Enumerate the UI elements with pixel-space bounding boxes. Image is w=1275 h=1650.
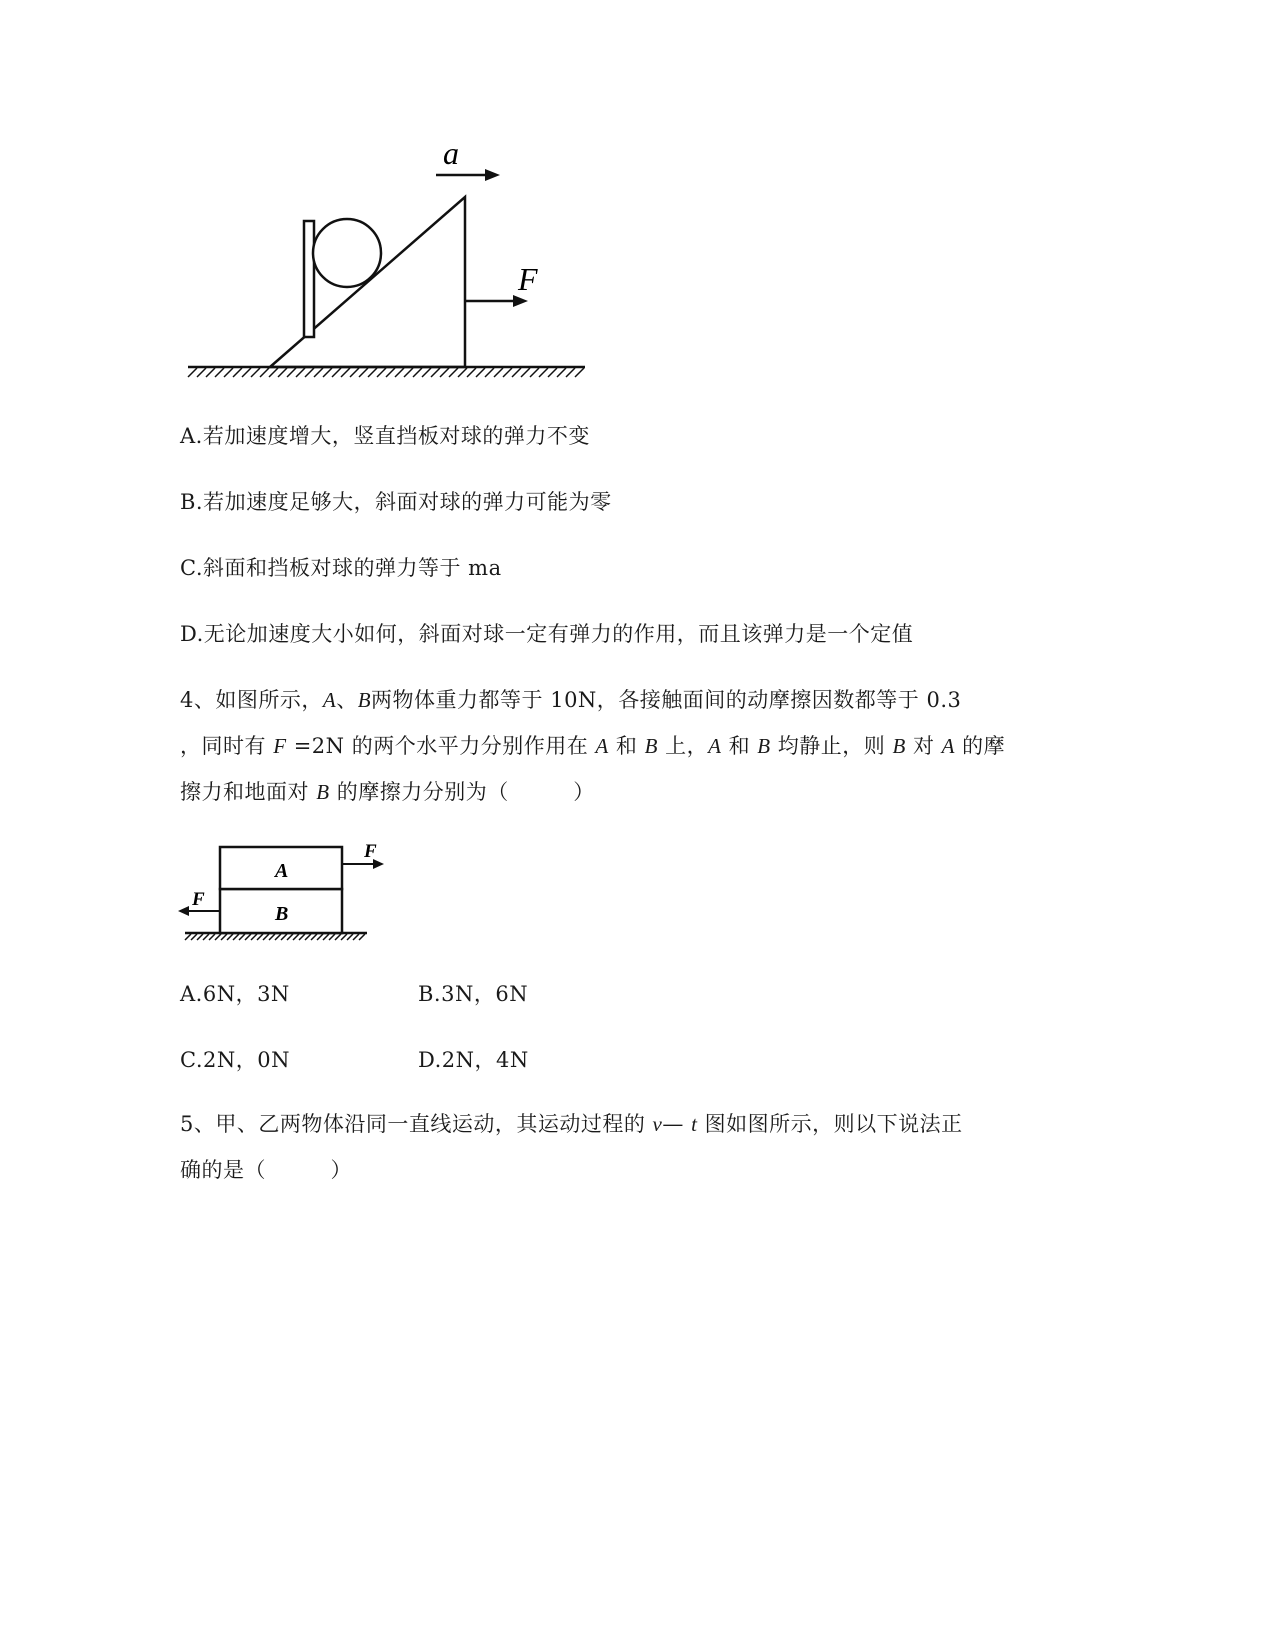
- hatch-mark: [299, 934, 305, 940]
- hatch-mark: [413, 368, 422, 377]
- force-label-right: F: [364, 841, 377, 862]
- hatch-mark: [386, 368, 395, 377]
- hatch-mark: [548, 368, 557, 377]
- block-a-label: A: [275, 860, 289, 882]
- force-arrowhead-left: [178, 906, 189, 916]
- hatch-mark: [305, 934, 311, 940]
- hatch-mark: [341, 368, 350, 377]
- hatch-mark: [359, 368, 368, 377]
- hatch-mark: [476, 368, 485, 377]
- q4-stem-line-3: 擦力和地面对 B 的摩擦力分别为（ ）: [180, 780, 595, 804]
- hatch-mark: [440, 368, 449, 377]
- q4-option-a: A.6N，3N: [180, 982, 290, 1006]
- hatch-mark: [251, 368, 260, 377]
- hatch-mark: [359, 934, 365, 940]
- hatch-mark: [215, 934, 221, 940]
- hatch-mark: [233, 368, 242, 377]
- hatch-mark: [185, 934, 191, 940]
- incline-wedge: [270, 197, 465, 367]
- hatch-mark: [233, 934, 239, 940]
- hatch-mark: [287, 934, 293, 940]
- hatch-mark: [368, 368, 377, 377]
- hatch-mark: [281, 934, 287, 940]
- hatch-mark: [191, 934, 197, 940]
- hatch-mark: [305, 368, 314, 377]
- hatch-mark: [539, 368, 548, 377]
- hatch-mark: [239, 934, 245, 940]
- hatch-mark: [458, 368, 467, 377]
- hatch-mark: [395, 368, 404, 377]
- hatch-mark: [251, 934, 257, 940]
- hatch-mark: [245, 934, 251, 940]
- q5-stem-line-1: 5、甲、乙两物体沿同一直线运动，其运动过程的 v— t 图如图所示，则以下说法正: [180, 1112, 963, 1136]
- hatch-mark: [422, 368, 431, 377]
- hatch-mark: [269, 934, 275, 940]
- hatch-mark: [332, 368, 341, 377]
- hatch-mark: [467, 368, 476, 377]
- hatch-mark: [341, 934, 347, 940]
- hatch-mark: [521, 368, 530, 377]
- hatch-mark: [188, 368, 197, 377]
- hatch-mark: [404, 368, 413, 377]
- hatch-mark: [575, 368, 584, 377]
- hatch-mark: [206, 368, 215, 377]
- q4-stem-line-2: ，同时有 F =2N 的两个水平力分别作用在 A 和 B 上，A 和 B 均静止，则 B 对 A 的摩: [180, 734, 1006, 758]
- hatch-mark: [377, 368, 386, 377]
- hatch-mark: [431, 368, 440, 377]
- acceleration-label: a: [443, 135, 459, 171]
- hatch-mark: [353, 934, 359, 940]
- hatch-mark: [350, 368, 359, 377]
- q5-stem-line-2: 确的是（ ）: [180, 1158, 352, 1182]
- hatch-mark: [263, 934, 269, 940]
- hatch-mark: [287, 368, 296, 377]
- hatch-mark: [197, 934, 203, 940]
- hatch-mark: [335, 934, 341, 940]
- q3-option-c: C.斜面和挡板对球的弹力等于 ma: [180, 556, 502, 580]
- hatch-mark: [329, 934, 335, 940]
- hatch-mark: [293, 934, 299, 940]
- q4-option-d: D.2N，4N: [418, 1048, 529, 1072]
- stacked-blocks-figure: [175, 835, 375, 950]
- hatch-mark: [314, 368, 323, 377]
- q3-option-a: A.若加速度增大，竖直挡板对球的弹力不变: [180, 424, 590, 448]
- q4-option-b: B.3N，6N: [418, 982, 529, 1006]
- hatch-mark: [449, 368, 458, 377]
- hatch-mark: [224, 368, 233, 377]
- hatch-mark: [269, 368, 278, 377]
- hatch-mark: [485, 368, 494, 377]
- ground-hatching: [185, 934, 365, 940]
- hatch-mark: [203, 934, 209, 940]
- hatch-mark: [221, 934, 227, 940]
- hatch-mark: [197, 368, 206, 377]
- hatch-mark: [227, 934, 233, 940]
- hatch-mark: [317, 934, 323, 940]
- q4-stem-line-1: 4、如图所示，A、B两物体重力都等于 10N，各接触面间的动摩擦因数都等于 0.3: [180, 688, 962, 712]
- q3-option-b: B.若加速度足够大，斜面对球的弹力可能为零: [180, 490, 612, 514]
- ball: [313, 219, 381, 287]
- hatch-mark: [260, 368, 269, 377]
- hatch-mark: [494, 368, 503, 377]
- hatch-mark: [557, 368, 566, 377]
- q4-option-c: C.2N，0N: [180, 1048, 290, 1072]
- hatch-mark: [209, 934, 215, 940]
- hatch-mark: [215, 368, 224, 377]
- hatch-mark: [278, 368, 287, 377]
- acceleration-arrowhead: [485, 169, 500, 181]
- hatch-mark: [530, 368, 539, 377]
- hatch-mark: [242, 368, 251, 377]
- force-label: F: [518, 261, 538, 297]
- force-label-left: F: [192, 889, 205, 910]
- hatch-mark: [257, 934, 263, 940]
- hatch-mark: [503, 368, 512, 377]
- hatch-mark: [275, 934, 281, 940]
- hatch-mark: [347, 934, 353, 940]
- q3-option-d: D.无论加速度大小如何，斜面对球一定有弹力的作用，而且该弹力是一个定值: [180, 622, 914, 646]
- hatch-mark: [323, 368, 332, 377]
- hatch-mark: [296, 368, 305, 377]
- vertical-board: [304, 221, 314, 337]
- hatch-mark: [566, 368, 575, 377]
- incline-ball-figure: [180, 130, 600, 390]
- block-b-label: B: [275, 903, 289, 925]
- hatch-mark: [323, 934, 329, 940]
- hatch-mark: [512, 368, 521, 377]
- hatch-mark: [311, 934, 317, 940]
- ground-hatching: [188, 368, 584, 377]
